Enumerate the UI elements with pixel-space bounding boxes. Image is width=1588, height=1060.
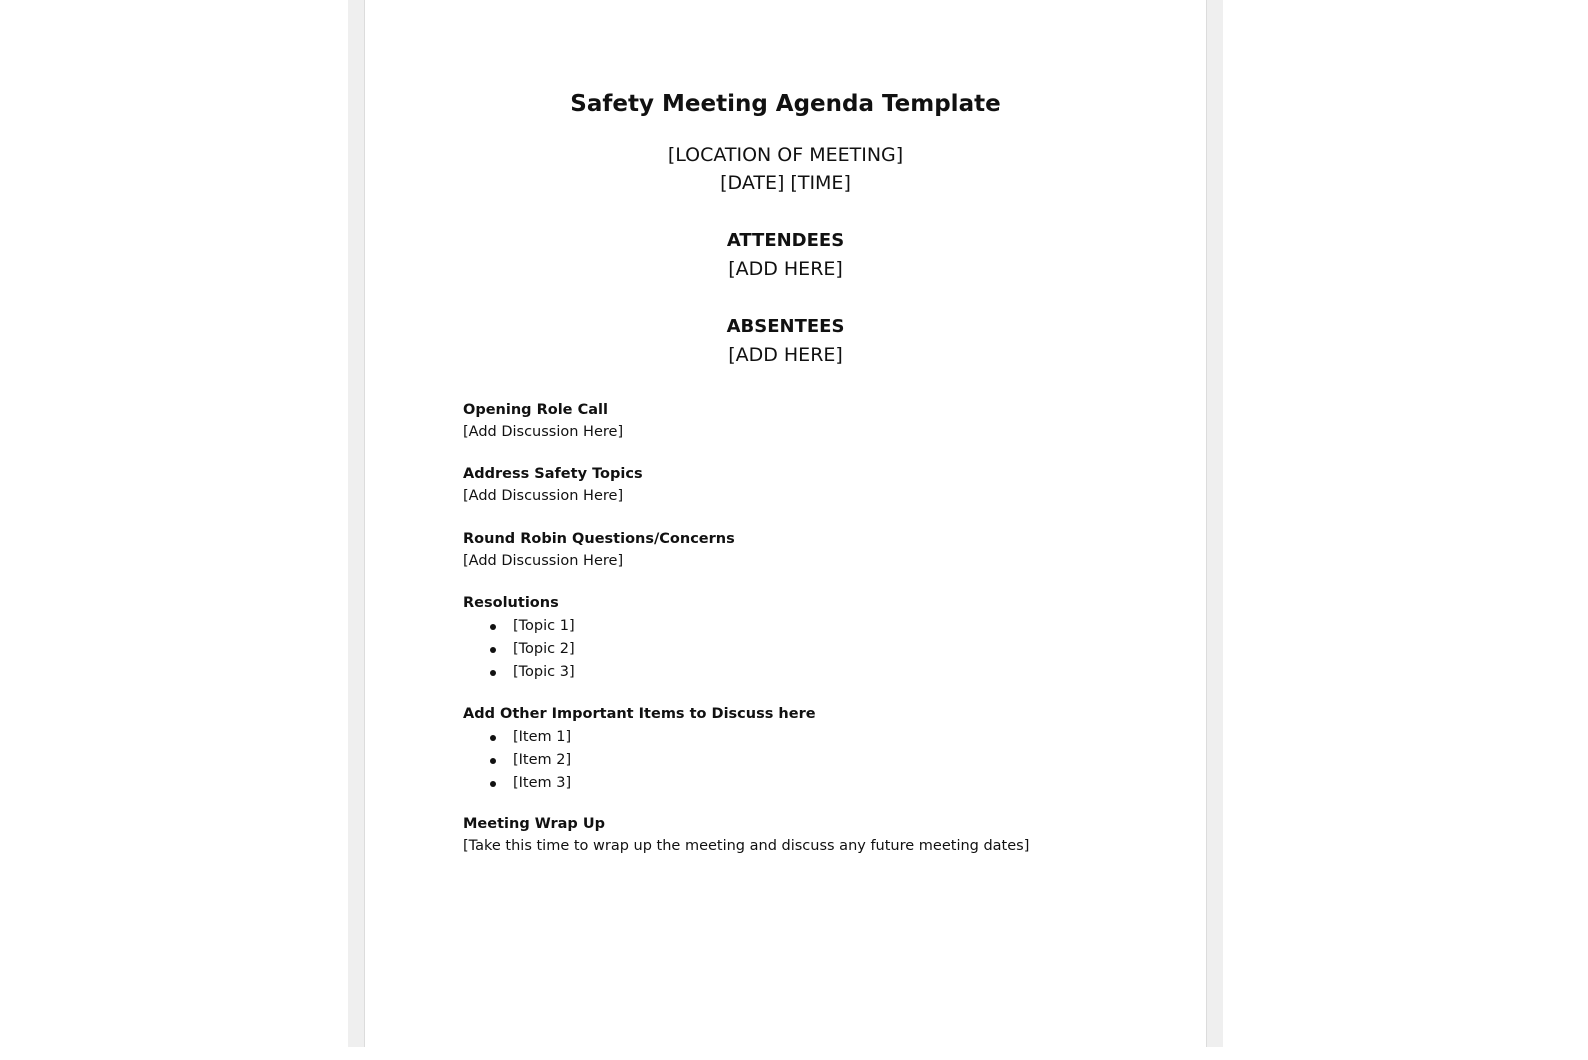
absentees-heading: ABSENTEES [726,316,845,337]
other-items-list [463,726,816,795]
document-page[interactable] [364,0,1207,1047]
attendees-heading: ATTENDEES [726,230,845,251]
list-item: [Topic 2] [463,638,575,661]
left-page-gutter [348,0,364,1047]
meeting-location: [LOCATION OF MEETING] [667,144,904,166]
section-other-items [463,703,816,795]
meeting-datetime: [DATE] [TIME] [720,172,851,194]
section-text: [Take this time to wrap up the meeting and discuss any future meeting dates] [463,838,1030,854]
section-text: [Add Discussion Here] [463,424,624,440]
section-heading: Resolutions [463,595,559,611]
bullet-icon [490,735,496,741]
list-item: [Item 3] [463,772,816,795]
attendees-value: [ADD HERE] [728,258,843,280]
section-meeting-wrap-up [463,813,1029,857]
list-item: [Item 1] [463,726,816,749]
list-item: [Item 2] [463,749,816,772]
section-opening-role-call [463,399,623,443]
resolutions-list [463,615,575,684]
section-resolutions [463,592,575,684]
list-item: [Topic 1] [463,615,575,638]
bullet-icon [490,647,496,653]
section-text: [Add Discussion Here] [463,553,624,569]
bullet-icon [490,758,496,764]
bullet-icon [490,670,496,676]
section-heading: Add Other Important Items to Discuss here [463,706,816,722]
document-title: Safety Meeting Agenda Template [570,91,1001,117]
section-heading: Address Safety Topics [463,466,643,482]
absentees-value: [ADD HERE] [728,344,843,366]
section-heading: Round Robin Questions/Concerns [463,531,735,547]
bullet-icon [490,624,496,630]
section-heading: Opening Role Call [463,402,608,418]
section-round-robin [463,528,735,572]
section-heading: Meeting Wrap Up [463,816,606,832]
right-page-gutter [1207,0,1223,1047]
bullet-icon [490,781,496,787]
section-address-safety-topics [463,463,643,507]
section-text: [Add Discussion Here] [463,488,624,504]
list-item: [Topic 3] [463,661,575,684]
